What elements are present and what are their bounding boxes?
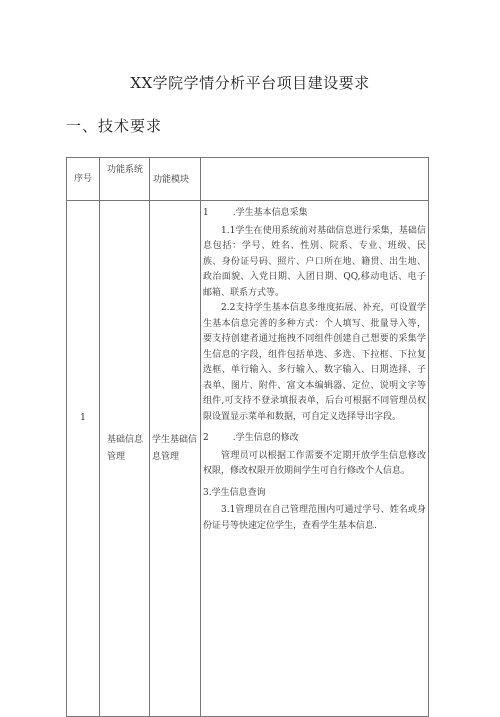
item-1-heading bbox=[203, 206, 426, 222]
row-module: 学生基础信息管理 bbox=[152, 435, 198, 462]
document-title: XX学院学情分析平台项目建设要求 bbox=[130, 74, 370, 92]
column-divider bbox=[149, 158, 150, 716]
column-divider bbox=[200, 158, 201, 716]
item-2-title: .学生信息的修改 bbox=[232, 433, 299, 443]
item-1-number: 1 bbox=[203, 208, 209, 218]
item-1-1-text: 1.1学生在使用系统前对基础信息进行采集，基础信息包括：学号、姓名、性别、院系、专业、班级、民族、身份证号码、照片、户口所在地、籍贯、出生地、政治面貌、入党日期、入团日期、QQ,移动电话、电子邮箱、联系方式等。 bbox=[203, 225, 426, 298]
item-1-2-text: 2.2支持学生基本信息多维度拓展、补充，可设置学生基本信息完善的多种方式：个人填写、批量导入等，要支持创建者通过拖拽不同组件创建自己想要的采集学生信息的字段，组件包括单选、多选、下拉框、下拉复选框、单行输入、多行输入、数字输入、日期选择、子表单、图片、附件、富文本编辑器、定位、说明文字等组件,可支持不登录填报表单，后台可根据不同管理员权限设置显示菜单和数据，可自定义选择导出字段。 bbox=[203, 303, 426, 422]
header-module: 功能模块 bbox=[153, 175, 190, 185]
row-system: 基础信息管理 bbox=[107, 435, 144, 462]
item-2-heading bbox=[203, 431, 426, 447]
row-seq: 1 bbox=[80, 413, 86, 423]
item-3-1-text: 3.1管理员在自己管理范围内可通过学号、姓名或身份证号等快速定位学生，查看学生基本信息. bbox=[203, 505, 426, 531]
item-2-number: 2 bbox=[203, 433, 209, 443]
item-2-text: 管理员可以根据工作需要不定期开放学生信息修改权限，修改权限开放期间学生可自行修改个人信息。 bbox=[203, 450, 426, 476]
requirement-content bbox=[203, 206, 426, 534]
header-divider bbox=[67, 200, 428, 201]
section-heading: 一、技术要求 bbox=[66, 117, 163, 135]
header-system: 功能系统 bbox=[107, 165, 144, 175]
item-1-title: .学生基本信息采集 bbox=[232, 208, 308, 218]
requirements-table bbox=[66, 157, 429, 717]
header-seq: 序号 bbox=[73, 174, 92, 184]
column-divider bbox=[99, 158, 100, 716]
item-3-heading: 3.学生信息查询 bbox=[203, 487, 266, 498]
